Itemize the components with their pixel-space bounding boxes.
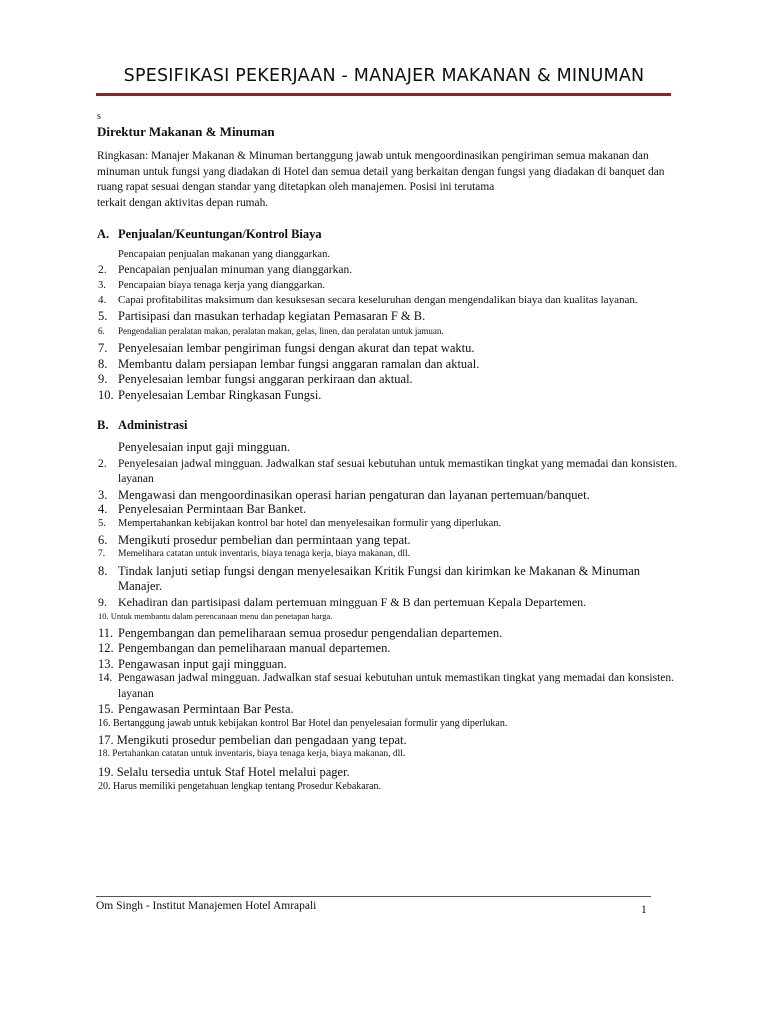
list-item: 7. Penyelesaian lembar pengiriman fungsi dengan akurat dan tepat waktu.	[98, 341, 475, 355]
section-a-title: Penjualan/Keuntungan/Kontrol Biaya	[118, 227, 322, 241]
list-item: 20. Harus memiliki pengetahuan lengkap tentang Prosedur Kebakaran.	[98, 781, 381, 792]
list-item: 12. Pengembangan dan pemeliharaan manual departemen.	[98, 641, 391, 655]
section-b-heading	[97, 418, 187, 433]
page-number: 1	[641, 904, 647, 916]
list-item: 13. Pengawasan input gaji mingguan.	[98, 657, 287, 671]
list-item: Penyelesaian input gaji mingguan.	[118, 440, 291, 454]
list-item: 10. Untuk membantu dalam perencanaan menu dan penetapan harga.	[98, 611, 333, 621]
list-item: 18. Pertahankan catatan untuk inventaris, biaya tenaga kerja, biaya makanan, dll.	[98, 749, 406, 759]
header-rule	[96, 93, 671, 96]
list-item: 8. Membantu dalam persiapan lembar fungsi anggaran ramalan dan aktual.	[98, 357, 480, 371]
footer-rule	[96, 896, 651, 897]
list-item: 14. Pengawasan jadwal mingguan. Jadwalkan staf sesuai kebutuhan untuk memastikan tingkat yang memadai dan konsisten. layanan	[98, 672, 675, 700]
summary-paragraph	[97, 149, 717, 211]
page-title: SPESIFIKASI PEKERJAAN - MANAJER MAKANAN & MINUMAN	[123, 66, 645, 86]
list-item: 16. Bertanggung jawab untuk kebijakan kontrol Bar Hotel dan penyelesaian formulir yang diperlukan.	[98, 718, 508, 729]
footer-text: Om Singh - Institut Manajemen Hotel Amrapali	[96, 900, 317, 912]
list-item: 3. Mengawasi dan mengoordinasikan operasi harian pengaturan dan layanan pertemuan/banquet.	[98, 488, 590, 502]
section-a-letter: A.	[97, 227, 110, 241]
list-item: 2. Pencapaian penjualan minuman yang dianggarkan.	[98, 264, 353, 276]
list-item: 5. Mempertahankan kebijakan kontrol bar hotel dan menyelesaikan formulir yang diperlukan.	[98, 518, 502, 529]
list-item: 4. Penyelesaian Permintaan Bar Banket.	[98, 502, 307, 516]
list-item: 3. Pencapaian biaya tenaga kerja yang dianggarkan.	[98, 280, 325, 291]
list-item: 6. Mengikuti prosedur pembelian dan permintaan yang tepat.	[98, 533, 411, 547]
list-item: 10. Penyelesaian Lembar Ringkasan Fungsi.	[98, 388, 322, 402]
list-item: 15. Pengawasan Permintaan Bar Pesta.	[98, 702, 294, 716]
list-item: 6. Pengendalian peralatan makan, peralatan makan, gelas, linen, dan peralatan untuk jamuan.	[98, 326, 444, 336]
section-b-title: Administrasi	[118, 418, 188, 432]
list-item: Pencapaian penjualan makanan yang dianggarkan.	[118, 249, 330, 260]
summary-line: terkait dengan aktivitas depan rumah.	[97, 196, 269, 209]
section-b-letter: B.	[97, 418, 109, 432]
list-item: 8. Tindak lanjuti setiap fungsi dengan menyelesaikan Kritik Fungsi dan kirimkan ke Makanan & Minuman Manajer.	[98, 564, 641, 593]
list-item: 7. Memelihara catatan untuk inventaris, biaya tenaga kerja, biaya makanan, dll.	[98, 549, 411, 559]
section-marker: s	[97, 111, 101, 122]
list-item: 2. Penyelesaian jadwal mingguan. Jadwalkan staf sesuai kebutuhan untuk memastikan tingkat yang memadai dan konsisten. layanan	[98, 458, 678, 485]
summary-line: Ringkasan: Manajer Makanan & Minuman bertanggung jawab untuk mengoordinasikan pengiriman semua makanan dan	[97, 150, 649, 162]
summary-line: ruang rapat sesuai dengan standar yang ditetapkan oleh manajemen. Posisi ini terutama	[97, 181, 495, 193]
list-item: 9. Kehadiran dan partisipasi dalam pertemuan mingguan F & B dan pertemuan Kepala Departemen.	[98, 595, 587, 609]
list-item: 9. Penyelesaian lembar fungsi anggaran perkiraan dan aktual.	[98, 372, 413, 386]
list-item: 5. Partisipasi dan masukan terhadap kegiatan Pemasaran F & B.	[98, 309, 426, 323]
role-title: Direktur Makanan & Minuman	[97, 124, 275, 139]
summary-line: minuman untuk fungsi yang diadakan di Hotel dan semua detail yang berkaitan dengan fungsi yang diadakan di banquet dan	[97, 165, 665, 178]
list-item: 11. Pengembangan dan pemeliharaan semua prosedur pengendalian departemen.	[98, 626, 503, 640]
list-item: 4. Capai profitabilitas maksimum dan kesuksesan secara keseluruhan dengan mengendalikan biaya dan kualitas layanan.	[98, 294, 638, 306]
list-item: 19. Selalu tersedia untuk Staf Hotel melalui pager.	[98, 765, 350, 779]
list-item: 17. Mengikuti prosedur pembelian dan pengadaan yang tepat.	[98, 733, 407, 747]
section-a-heading	[97, 227, 322, 242]
